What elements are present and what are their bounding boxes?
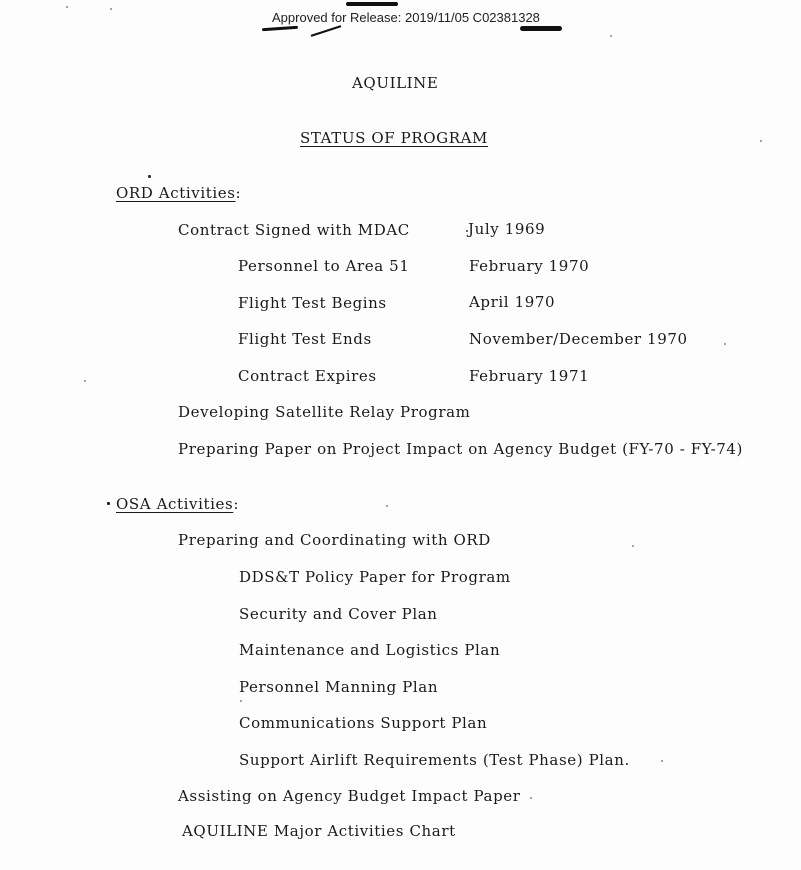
scan-speck: [110, 8, 112, 10]
osa-plan-item: Personnel Manning Plan: [239, 678, 439, 696]
milestone-date: November/December 1970: [469, 330, 688, 348]
ord-heading-label: ORD Activities: [116, 184, 236, 202]
document-title: AQUILINE: [352, 74, 439, 92]
scan-speck: [84, 380, 86, 382]
scan-speck: [661, 760, 663, 762]
milestone-label: Personnel to Area 51: [238, 257, 410, 275]
release-banner: Approved for Release: 2019/11/05 C02381328: [272, 10, 540, 25]
ord-developing: Developing Satellite Relay Program: [178, 403, 471, 421]
scan-speck: [724, 343, 726, 345]
osa-heading-label: OSA Activities: [116, 495, 234, 513]
ord-heading-colon: :: [235, 184, 242, 202]
document-subtitle: STATUS OF PROGRAM: [300, 129, 488, 147]
ink-stroke-mid: [310, 25, 341, 37]
osa-plan-item: Maintenance and Logistics Plan: [239, 641, 501, 659]
ord-contract-label: Contract Signed with MDAC: [178, 221, 410, 239]
ink-stroke-left: [262, 26, 298, 32]
ord-contract-date: July 1969: [468, 220, 546, 238]
milestone-date: April 1970: [469, 293, 556, 311]
milestone-label: Contract Expires: [238, 367, 377, 385]
scan-speck: [760, 140, 762, 142]
osa-plan-item: Support Airlift Requirements (Test Phase) Plan.: [239, 751, 630, 769]
milestone-label: Flight Test Begins: [238, 294, 387, 312]
milestone-label: Flight Test Ends: [238, 330, 372, 348]
scan-speck: [240, 700, 242, 702]
osa-plan-item: Security and Cover Plan: [239, 605, 438, 623]
osa-preparing: Preparing and Coordinating with ORD: [178, 531, 491, 549]
ink-stroke-right: [520, 26, 562, 31]
ord-heading: [116, 186, 241, 201]
scan-speck: [466, 230, 468, 232]
ord-preparing-paper: Preparing Paper on Project Impact on Agency Budget (FY-70 - FY-74): [178, 440, 744, 458]
osa-assisting: Assisting on Agency Budget Impact Paper: [178, 787, 521, 805]
scan-speck: [386, 505, 388, 507]
scan-speck: [530, 797, 532, 799]
scan-speck: [632, 545, 634, 547]
osa-heading-colon: :: [233, 495, 239, 513]
osa-plan-item: Communications Support Plan: [239, 714, 488, 732]
milestone-date: February 1971: [469, 367, 590, 385]
scan-speck: [107, 502, 110, 505]
scan-speck: [148, 175, 151, 178]
scan-speck: [66, 6, 68, 8]
osa-chart: AQUILINE Major Activities Chart: [182, 822, 456, 840]
milestone-date: February 1970: [469, 257, 590, 275]
osa-heading: [116, 497, 239, 512]
scan-speck: [610, 35, 612, 37]
stamp-ink: [346, 2, 398, 6]
osa-plan-item: DDS&T Policy Paper for Program: [239, 568, 511, 586]
